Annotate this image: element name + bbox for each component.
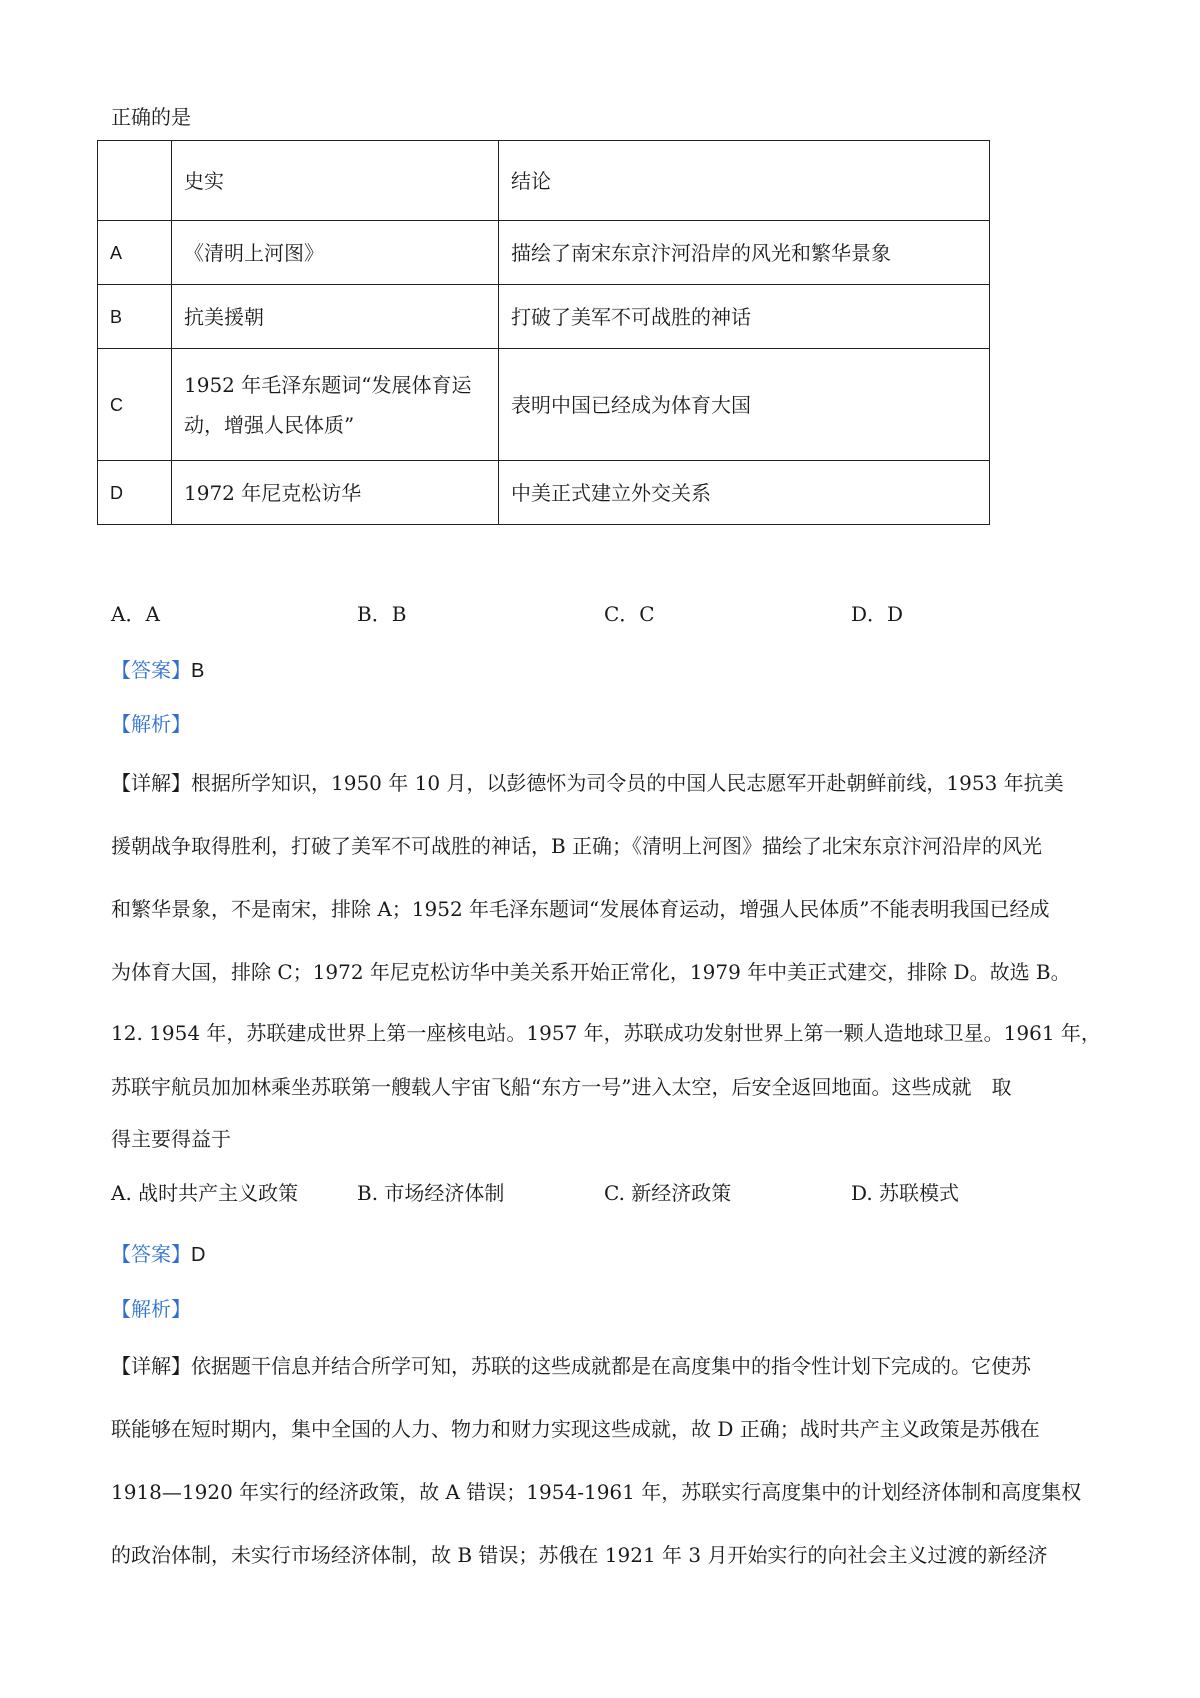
- question-stem-line: 苏联宇航员加加林乘坐苏联第一艘载人宇宙飞船“东方一号”进入太空，后安全返回地面。这些成就 取: [111, 1075, 1012, 1099]
- detail-line: 的政治体制，未实行市场经济体制，故 B 错误；苏俄在 1921 年 3 月开始实行的向社会主义过渡的新经济: [111, 1543, 1048, 1567]
- detail-line: 援朝战争取得胜利，打破了美军不可战胜的神话，B 正确；《清明上河图》描绘了北宋东京汴河沿岸的风光: [111, 834, 1043, 858]
- row-label: D: [98, 461, 172, 525]
- detail-line: 【详解】根据所学知识，1950 年 10 月，以彭德怀为司令员的中国人民志愿军开赴朝鲜前线，1953 年抗美: [111, 771, 1064, 795]
- row-conclusion: 打破了美军不可战胜的神话: [499, 285, 990, 349]
- row-fact: 抗美援朝: [172, 285, 499, 349]
- table-row: [98, 349, 990, 461]
- row-fact: 《清明上河图》: [172, 221, 499, 285]
- detail-line: 和繁华景象，不是南宋，排除 A；1952 年毛泽东题词“发展体育运动，增强人民体质”不能表明我国已经成: [111, 897, 1050, 921]
- question-stem-line: 12. 1954 年，苏联建成世界上第一座核电站。1957 年，苏联成功发射世界上第一颗人造地球卫星。1961 年，: [111, 1021, 1101, 1045]
- row-label: A: [98, 221, 172, 285]
- detail-line: 1918—1920 年实行的经济政策，故 A 错误；1954-1961 年，苏联实行高度集中的计划经济体制和高度集权: [111, 1480, 1082, 1504]
- option-a: A．A: [111, 602, 160, 626]
- table-row: [98, 461, 990, 525]
- row-conclusion: 描绘了南宋东京汴河沿岸的风光和繁华景象: [499, 221, 990, 285]
- row-conclusion: 中美正式建立外交关系: [499, 461, 990, 525]
- option-b: B. 市场经济体制: [357, 1181, 505, 1205]
- facts-conclusions-table: [97, 140, 990, 525]
- answer-value: D: [191, 1244, 206, 1266]
- detail-line: 为体育大国，排除 C；1972 年尼克松访华中美关系开始正常化，1979 年中美正式建交，排除 D。故选 B。: [111, 960, 1071, 984]
- table-header-row: [98, 141, 990, 221]
- option-a: A. 战时共产主义政策: [111, 1181, 299, 1205]
- question-stem-line: 得主要得益于: [111, 1127, 231, 1151]
- detail-line: 联能够在短时期内，集中全国的人力、物力和财力实现这些成就，故 D 正确；战时共产主义政策是苏俄在: [111, 1417, 1040, 1441]
- option-c: C. 新经济政策: [604, 1181, 732, 1205]
- option-b: B．B: [357, 602, 407, 626]
- table-row: [98, 221, 990, 285]
- answer-tag: 【答案】: [111, 658, 191, 682]
- row-fact-line: 1952 年毛泽东题词“发展体育运: [184, 372, 472, 397]
- option-d: D．D: [851, 602, 904, 626]
- table-header-cell: 史实: [172, 141, 499, 221]
- answer-line: [111, 657, 204, 684]
- row-label: C: [98, 349, 172, 461]
- option-d: D. 苏联模式: [851, 1181, 960, 1205]
- row-fact: [172, 349, 499, 461]
- row-fact-line: 动，增强人民体质”: [184, 412, 355, 437]
- analysis-tag: 【解析】: [111, 1297, 191, 1321]
- option-c: C．C: [604, 602, 655, 626]
- answer-value: B: [191, 660, 205, 682]
- table-header-cell: [98, 141, 172, 221]
- detail-line: 【详解】依据题干信息并结合所学可知，苏联的这些成就都是在高度集中的指令性计划下完成的。它使苏: [111, 1354, 1031, 1378]
- analysis-tag: 【解析】: [111, 712, 191, 736]
- question-stem-tail: 正确的是: [111, 105, 191, 129]
- row-label: B: [98, 285, 172, 349]
- row-conclusion: 表明中国已经成为体育大国: [499, 349, 990, 461]
- answer-line: [111, 1241, 205, 1268]
- answer-tag: 【答案】: [111, 1242, 191, 1266]
- table-header-cell: 结论: [499, 141, 990, 221]
- row-fact: 1972 年尼克松访华: [172, 461, 499, 525]
- table-row: [98, 285, 990, 349]
